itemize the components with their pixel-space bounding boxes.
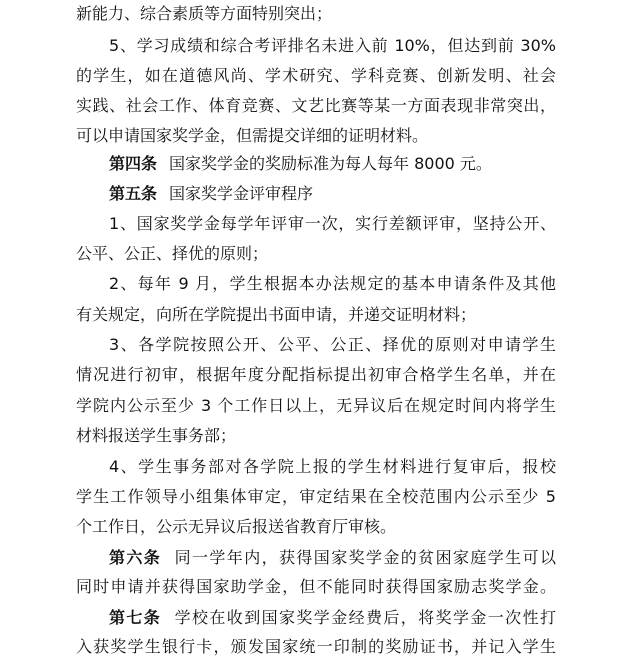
text-line: 实践、社会工作、体育竞赛、文艺比赛等某一方面表现非常突出，	[76, 96, 556, 115]
text-line: 3、各学院按照公开、公平、公正、择优的原则对申请学生	[109, 335, 556, 354]
article-heading: 第六条	[109, 548, 162, 567]
text-line: 可以申请国家奖学金，但需提交详细的证明材料。	[76, 126, 429, 145]
article-heading: 第五条	[109, 184, 158, 203]
text-line: 新能力、综合素质等方面特别突出；	[76, 4, 333, 23]
text-line: 学校在收到国家奖学金经费后，将奖学金一次性打	[173, 608, 556, 627]
text-line: 国家奖学金评审程序	[169, 184, 314, 203]
text-line: 有关规定，向所在学院提出书面申请，并递交证明材料；	[76, 305, 477, 324]
text-line: 4、学生事务部对各学院上报的学生材料进行复审后，报校	[109, 457, 556, 476]
text-line: 国家奖学金的奖励标准为每人每年 8000 元。	[169, 154, 492, 173]
text-line: 情况进行初审，根据年度分配指标提出初审合格学生名单，并在	[76, 365, 556, 384]
text-line: 1、国家奖学金每学年评审一次，实行差额评审，坚持公开、	[109, 214, 556, 233]
text-line: 2、每年 9 月，学生根据本办法规定的基本申请条件及其他	[109, 274, 556, 293]
text-line: 5、学习成绩和综合考评排名未进入前 10%，但达到前 30%	[109, 36, 556, 55]
text-line: 学生工作领导小组集体审定，审定结果在全校范围内公示至少 5	[76, 487, 556, 506]
text-line: 材料报送学生事务部；	[76, 426, 237, 445]
article-5	[76, 179, 556, 209]
text-line: 同一学年内，获得国家奖学金的贫困家庭学生可以	[173, 548, 556, 567]
article-heading: 第七条	[109, 608, 162, 627]
text-line: 入获奖学生银行卡，颁发国家统一印制的奖励证书，并记入学生	[76, 637, 556, 656]
article-6	[76, 543, 556, 573]
article-7	[76, 603, 556, 633]
article-heading: 第四条	[109, 154, 158, 173]
text-line: 个工作日，公示无异议后报送省教育厅审核。	[76, 517, 397, 536]
article-4	[76, 149, 556, 179]
text-line: 学院内公示至少 3 个工作日以上，无异议后在规定时间内将学生	[76, 396, 556, 415]
text-line: 同时申请并获得国家助学金，但不能同时获得国家励志奖学金。	[76, 577, 556, 596]
text-line: 公平、公正、择优的原则；	[76, 244, 269, 263]
text-line: 的学生，如在道德风尚、学术研究、学科竞赛、创新发明、社会	[76, 66, 556, 85]
